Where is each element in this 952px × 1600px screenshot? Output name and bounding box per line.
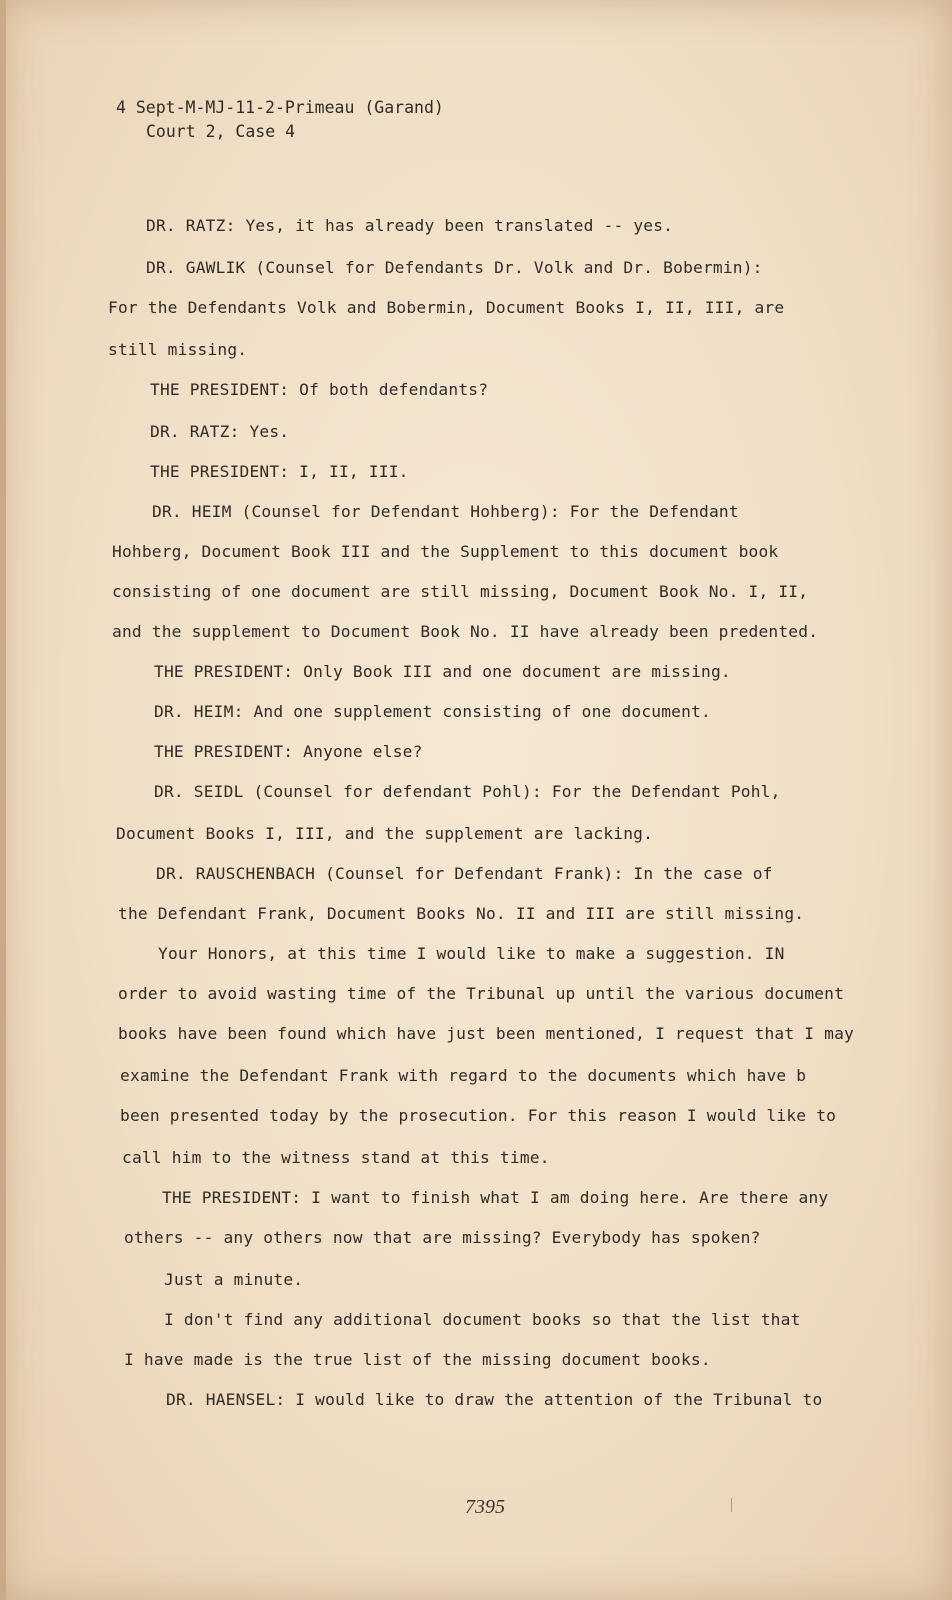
margin-mark bbox=[731, 1498, 732, 1512]
transcript-line: THE PRESIDENT: Only Book III and one document are missing. bbox=[154, 662, 731, 681]
transcript-line: DR. RAUSCHENBACH (Counsel for Defendant Frank): In the case of bbox=[156, 864, 773, 883]
transcript-line: and the supplement to Document Book No. II have already been predented. bbox=[112, 622, 819, 641]
transcript-line: DR. HEIM: And one supplement consisting of one document. bbox=[154, 702, 711, 721]
transcript-line: THE PRESIDENT: Of both defendants? bbox=[150, 380, 489, 399]
transcript-line: DR. RATZ: Yes. bbox=[150, 422, 290, 441]
transcript-line: order to avoid wasting time of the Tribunal up until the various document bbox=[118, 984, 845, 1003]
page-edge bbox=[0, 0, 6, 1600]
transcript-line: Document Books I, III, and the supplement are lacking. bbox=[116, 824, 654, 843]
transcript-line: Hohberg, Document Book III and the Supplement to this document book bbox=[112, 542, 779, 561]
transcript-line: been presented today by the prosecution. For this reason I would like to bbox=[120, 1106, 837, 1125]
transcript-line: others -- any others now that are missing? Everybody has spoken? bbox=[124, 1228, 761, 1247]
transcript-line: books have been found which have just been mentioned, I request that I may bbox=[118, 1024, 854, 1043]
transcript-line: the Defendant Frank, Document Books No. II and III are still missing. bbox=[118, 904, 805, 923]
transcript-line: For the Defendants Volk and Bobermin, Document Books I, II, III, are bbox=[108, 298, 785, 317]
transcript-line: THE PRESIDENT: Anyone else? bbox=[154, 742, 423, 761]
transcript-line: DR. HEIM (Counsel for Defendant Hohberg): For the Defendant bbox=[152, 502, 739, 521]
transcript-line: I don't find any additional document books so that the list that bbox=[164, 1310, 801, 1329]
page-number: 7395 bbox=[465, 1496, 505, 1518]
transcript-line: I have made is the true list of the missing document books. bbox=[124, 1350, 711, 1369]
header-line-2: Court 2, Case 4 bbox=[146, 122, 296, 141]
transcript-line: examine the Defendant Frank with regard to the documents which have b bbox=[120, 1066, 807, 1085]
transcript-line: still missing. bbox=[108, 340, 248, 359]
transcript-line: Just a minute. bbox=[164, 1270, 304, 1289]
transcript-line: DR. HAENSEL: I would like to draw the attention of the Tribunal to bbox=[166, 1390, 823, 1409]
transcript-line: THE PRESIDENT: I want to finish what I am doing here. Are there any bbox=[162, 1188, 829, 1207]
transcript-line: consisting of one document are still missing, Document Book No. I, II, bbox=[112, 582, 809, 601]
transcript-line: call him to the witness stand at this time. bbox=[122, 1148, 550, 1167]
transcript-line: Your Honors, at this time I would like to make a suggestion. IN bbox=[158, 944, 785, 963]
transcript-line: DR. SEIDL (Counsel for defendant Pohl): For the Defendant Pohl, bbox=[154, 782, 781, 801]
transcript-line: THE PRESIDENT: I, II, III. bbox=[150, 462, 409, 481]
transcript-line: DR. RATZ: Yes, it has already been translated -- yes. bbox=[146, 216, 674, 235]
transcript-line: DR. GAWLIK (Counsel for Defendants Dr. Volk and Dr. Bobermin): bbox=[146, 258, 763, 277]
header-line-1: 4 Sept-M-MJ-11-2-Primeau (Garand) bbox=[116, 98, 444, 117]
document-header bbox=[116, 96, 444, 144]
